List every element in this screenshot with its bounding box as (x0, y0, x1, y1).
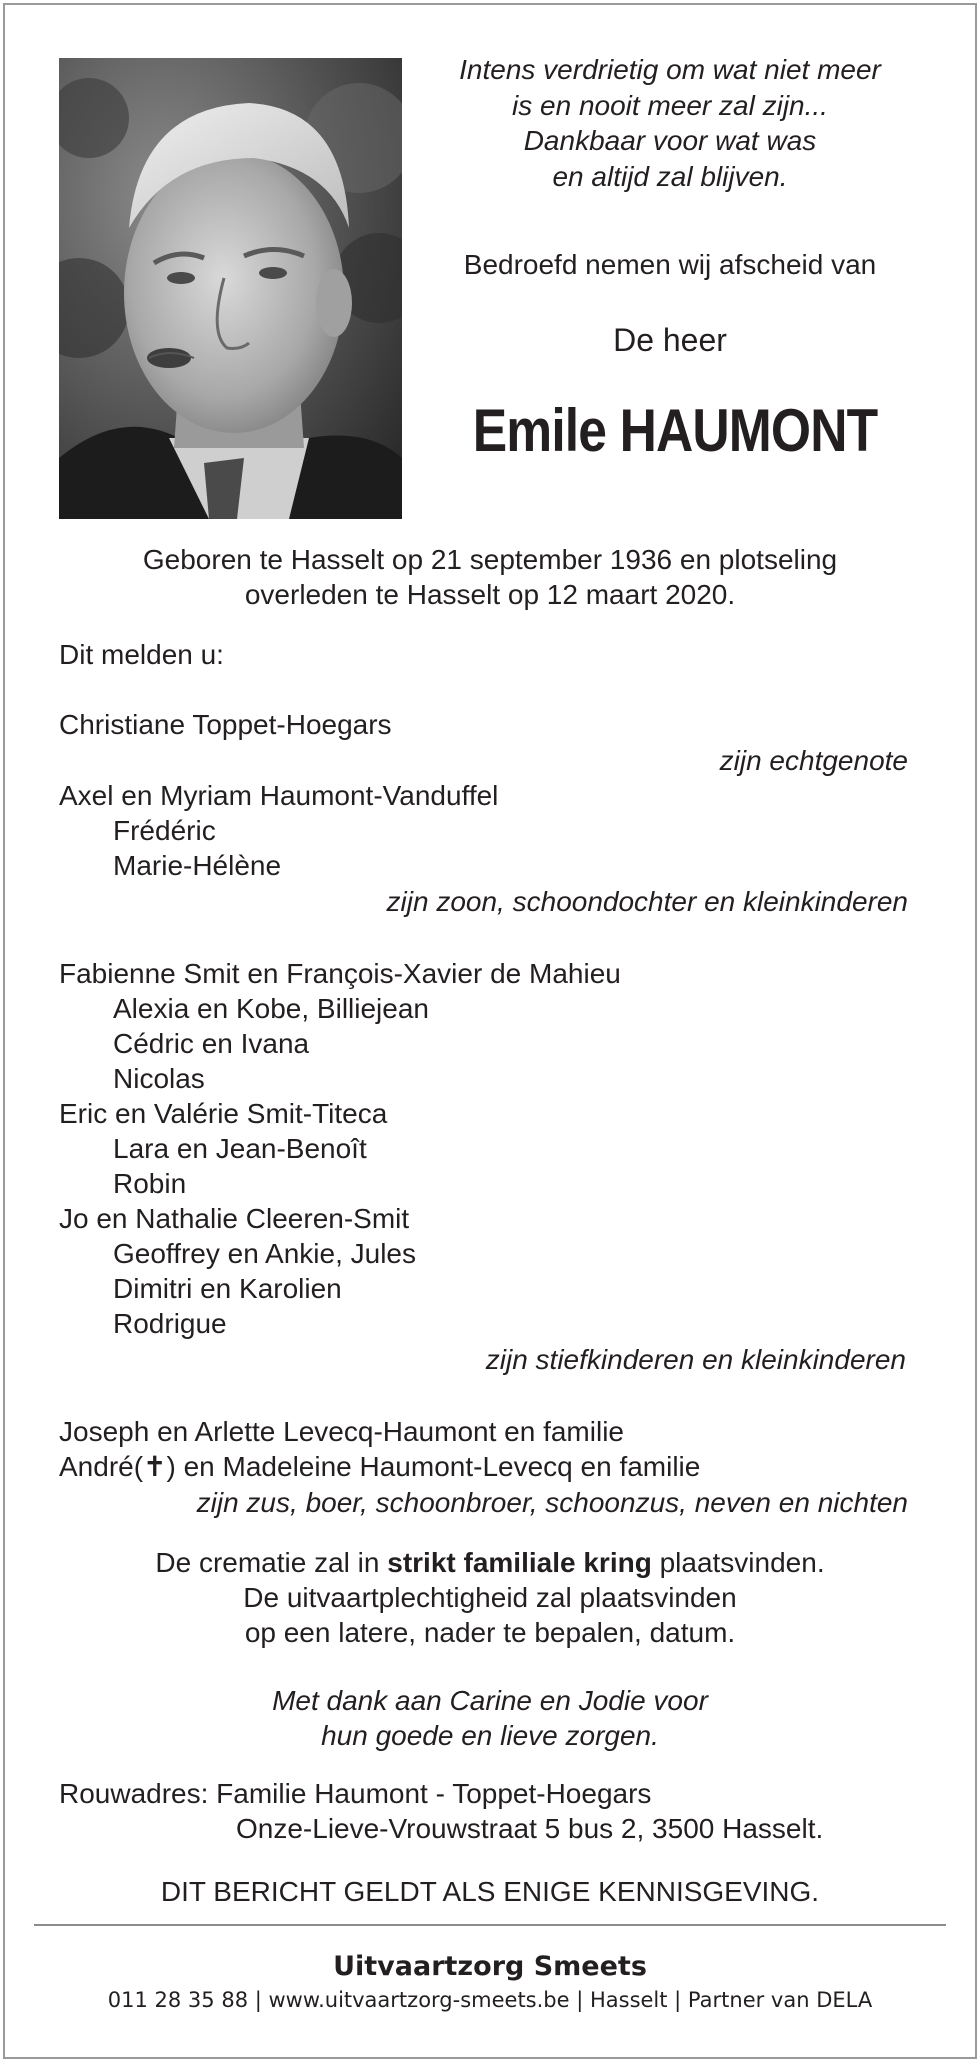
son-family-head: Axel en Myriam Haumont-Vanduffel (59, 780, 499, 811)
stepchild-head: Jo en Nathalie Cleeren-Smit (59, 1203, 410, 1234)
grandchild-name: Geoffrey en Ankie, Jules (113, 1238, 416, 1269)
cremation-pre: De crematie zal in (155, 1547, 388, 1578)
portrait-photo (59, 58, 402, 519)
stepchild-head: Eric en Valérie Smit-Titeca (59, 1098, 388, 1129)
step-family-relation: zijn stiefkinderen en kleinkinderen (485, 1344, 906, 1375)
funeral-company-contact: 011 28 35 88 | www.uitvaartzorg-smeets.be | Hasselt | Partner van DELA (107, 1988, 873, 2012)
spouse-name: Christiane Toppet-Hoegars (59, 709, 392, 740)
son-family-relation: zijn zoon, schoondochter en kleinkinderen (386, 886, 908, 917)
birth-death-info (60, 542, 920, 612)
cremation-post: plaatsvinden. (651, 1547, 825, 1578)
honorific-title: De heer (613, 322, 727, 358)
footer-divider (34, 1924, 946, 1926)
grandchild-name: Alexia en Kobe, Billiejean (113, 993, 429, 1024)
grandchild-name: Lara en Jean-Benoît (113, 1133, 367, 1164)
mourning-address-label: Rouwadres: Familie Haumont - Toppet-Hoegars (59, 1778, 652, 1809)
funeral-company-name: Uitvaartzorg Smeets (333, 1951, 647, 1982)
cremation-line (60, 1545, 920, 1580)
spouse-relation: zijn echtgenote (719, 745, 908, 776)
poem-line: Dankbaar voor wat was (523, 125, 817, 156)
grandchild-name: Robin (113, 1168, 187, 1199)
sibling-line: André(✝) en Madeleine Haumont-Levecq en familie (59, 1451, 701, 1482)
poem-line: Intens verdrietig om wat niet meer (459, 54, 881, 85)
thanks-line: hun goede en lieve zorgen. (321, 1720, 659, 1751)
stepchild-head: Fabienne Smit en François-Xavier de Mahieu (59, 958, 621, 989)
poem-line: en altijd zal blijven. (552, 160, 788, 192)
deceased-name: Emile HAUMONT (472, 397, 878, 464)
grandchild-name: Nicolas (113, 1063, 205, 1094)
announce-text: Dit melden u: (59, 639, 224, 670)
grandchild-name: Marie-Hélène (113, 850, 282, 881)
farewell-intro: Bedroefd nemen wij afscheid van (463, 249, 877, 280)
cremation-info (60, 1545, 920, 1650)
grandchild-name: Dimitri en Karolien (113, 1273, 342, 1304)
opening-poem (420, 52, 920, 194)
sibling-line: Joseph en Arlette Levecq-Haumont en familie (59, 1416, 624, 1447)
sole-notice: DIT BERICHT GELDT ALS ENIGE KENNISGEVING. (160, 1876, 820, 1907)
cremation-emphasis: strikt familiale kring (387, 1547, 652, 1578)
mourning-address-street: Onze-Lieve-Vrouwstraat 5 bus 2, 3500 Hasselt. (236, 1813, 824, 1844)
siblings-relation: zijn zus, boer, schoonbroer, schoonzus, neven en nichten (196, 1487, 908, 1518)
thanks-note (60, 1683, 920, 1753)
grandchild-name: Cédric en Ivana (113, 1028, 310, 1059)
poem-line: is en nooit meer zal zijn... (512, 89, 828, 121)
birth-line: Geboren te Hasselt op 21 september 1936 en plotseling (142, 544, 838, 575)
death-line: overleden te Hasselt op 12 maart 2020. (244, 579, 736, 610)
ceremony-line: De uitvaartplechtigheid zal plaatsvinden (243, 1582, 737, 1613)
grandchild-name: Rodrigue (113, 1308, 227, 1339)
grandchild-name: Frédéric (113, 815, 216, 846)
thanks-line: Met dank aan Carine en Jodie voor (272, 1685, 708, 1716)
ceremony-date-line: op een latere, nader te bepalen, datum. (244, 1617, 736, 1648)
